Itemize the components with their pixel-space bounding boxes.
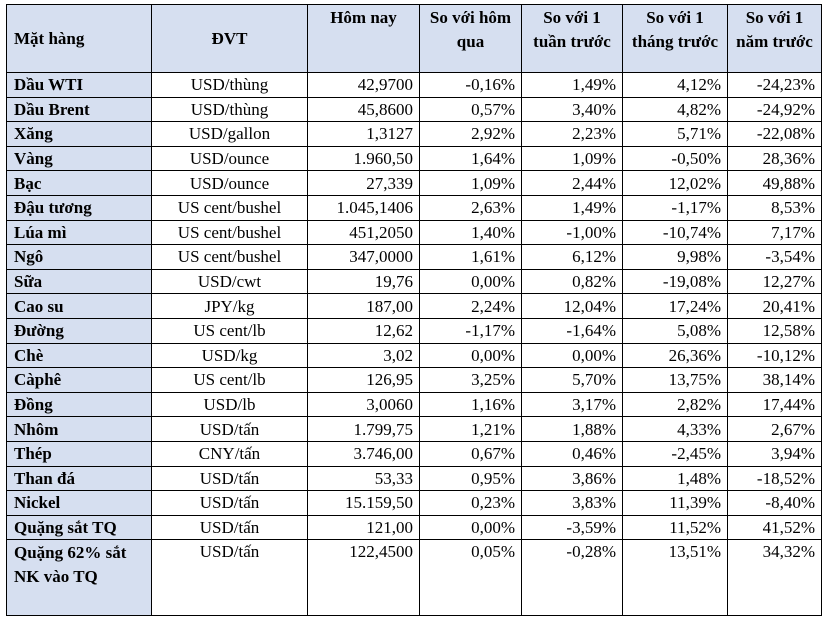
table-row [7,220,822,245]
unit-cell: USD/ounce [152,146,308,171]
commodity-name: Sữa [7,269,152,294]
change-year-cell: 17,44% [728,392,822,417]
change-week-cell: -3,59% [522,515,623,540]
change-year-cell: -3,54% [728,245,822,270]
commodity-name: Vàng [7,146,152,171]
change-year-cell: 12,58% [728,318,822,343]
change-month-cell: -19,08% [623,269,728,294]
change-month-cell: 17,24% [623,294,728,319]
unit-cell: USD/lb [152,392,308,417]
table-row [7,540,822,616]
price-today-cell: 451,2050 [308,220,420,245]
change-week-cell: -0,28% [522,540,623,616]
change-week-cell: 1,49% [522,195,623,220]
unit-cell: USD/thùng [152,73,308,98]
change-month-cell: 13,75% [623,368,728,393]
change-week-cell: 0,82% [522,269,623,294]
price-today-cell: 187,00 [308,294,420,319]
commodity-name: Quặng 62% sắt NK vào TQ [7,540,152,616]
change-year-cell: 2,67% [728,417,822,442]
unit-cell: US cent/bushel [152,220,308,245]
header-row [7,5,822,73]
change-year-cell: 8,53% [728,195,822,220]
change-month-cell: 4,12% [623,73,728,98]
unit-cell: USD/gallon [152,122,308,147]
change-week-cell: 2,44% [522,171,623,196]
price-today-cell: 126,95 [308,368,420,393]
change-week-cell: 3,17% [522,392,623,417]
change-day-cell: 2,24% [420,294,522,319]
commodity-name: Quặng sắt TQ [7,515,152,540]
unit-cell: USD/tấn [152,491,308,516]
change-day-cell: -1,17% [420,318,522,343]
price-today-cell: 1.799,75 [308,417,420,442]
change-day-cell: 2,92% [420,122,522,147]
table-row [7,368,822,393]
change-day-cell: 1,21% [420,417,522,442]
change-month-cell: 9,98% [623,245,728,270]
change-year-cell: 41,52% [728,515,822,540]
change-day-cell: 1,61% [420,245,522,270]
table-row [7,294,822,319]
change-month-cell: 12,02% [623,171,728,196]
change-week-cell: 2,23% [522,122,623,147]
price-today-cell: 3,0060 [308,392,420,417]
change-month-cell: -0,50% [623,146,728,171]
unit-cell: USD/thùng [152,97,308,122]
change-month-cell: 26,36% [623,343,728,368]
col-header-unit: ĐVT [152,5,308,73]
commodity-name: Nhôm [7,417,152,442]
table-row [7,318,822,343]
unit-cell: USD/tấn [152,540,308,616]
change-week-cell: 3,83% [522,491,623,516]
change-day-cell: 0,00% [420,515,522,540]
change-year-cell: -22,08% [728,122,822,147]
change-month-cell: 5,71% [623,122,728,147]
table-row [7,343,822,368]
change-day-cell: 1,09% [420,171,522,196]
commodity-name: Càphê [7,368,152,393]
table-row [7,73,822,98]
col-header-vs-yesterday: So với hôm qua [420,5,522,73]
unit-cell: CNY/tấn [152,441,308,466]
price-today-cell: 53,33 [308,466,420,491]
change-month-cell: 11,39% [623,491,728,516]
price-today-cell: 1.045,1406 [308,195,420,220]
unit-cell: USD/kg [152,343,308,368]
commodity-name: Lúa mì [7,220,152,245]
change-year-cell: 7,17% [728,220,822,245]
unit-cell: USD/tấn [152,466,308,491]
commodity-name: Dầu WTI [7,73,152,98]
change-day-cell: 0,57% [420,97,522,122]
table-row [7,515,822,540]
price-today-cell: 3,02 [308,343,420,368]
change-month-cell: 11,52% [623,515,728,540]
col-header-vs-week: So với 1 tuần trước [522,5,623,73]
change-day-cell: 1,40% [420,220,522,245]
commodity-name: Đậu tương [7,195,152,220]
commodity-name: Đường [7,318,152,343]
table-row [7,146,822,171]
price-today-cell: 42,9700 [308,73,420,98]
commodity-name: Nickel [7,491,152,516]
price-today-cell: 27,339 [308,171,420,196]
table-row [7,245,822,270]
price-today-cell: 15.159,50 [308,491,420,516]
commodity-name: Đồng [7,392,152,417]
commodity-name: Xăng [7,122,152,147]
change-year-cell: -8,40% [728,491,822,516]
change-week-cell: 0,46% [522,441,623,466]
unit-cell: USD/tấn [152,515,308,540]
change-month-cell: 5,08% [623,318,728,343]
commodity-name: Than đá [7,466,152,491]
price-today-cell: 19,76 [308,269,420,294]
commodity-name: Bạc [7,171,152,196]
change-year-cell: 38,14% [728,368,822,393]
change-month-cell: 2,82% [623,392,728,417]
change-day-cell: 0,00% [420,269,522,294]
table-row [7,392,822,417]
table-row [7,466,822,491]
change-day-cell: 1,64% [420,146,522,171]
table-row [7,97,822,122]
change-day-cell: 2,63% [420,195,522,220]
change-week-cell: 1,88% [522,417,623,442]
commodity-name: Cao su [7,294,152,319]
change-month-cell: -1,17% [623,195,728,220]
table-row [7,491,822,516]
change-day-cell: 3,25% [420,368,522,393]
change-week-cell: 0,00% [522,343,623,368]
unit-cell: US cent/lb [152,368,308,393]
table-row [7,417,822,442]
change-week-cell: 5,70% [522,368,623,393]
price-today-cell: 45,8600 [308,97,420,122]
unit-cell: USD/ounce [152,171,308,196]
price-today-cell: 122,4500 [308,540,420,616]
table-row [7,122,822,147]
change-month-cell: 1,48% [623,466,728,491]
change-month-cell: 4,33% [623,417,728,442]
price-today-cell: 1.960,50 [308,146,420,171]
col-header-vs-month: So với 1 tháng trước [623,5,728,73]
change-day-cell: -0,16% [420,73,522,98]
change-year-cell: -24,23% [728,73,822,98]
price-today-cell: 3.746,00 [308,441,420,466]
change-day-cell: 0,95% [420,466,522,491]
unit-cell: US cent/bushel [152,195,308,220]
unit-cell: US cent/lb [152,318,308,343]
change-month-cell: 13,51% [623,540,728,616]
change-day-cell: 0,00% [420,343,522,368]
change-day-cell: 1,16% [420,392,522,417]
commodity-name: Chè [7,343,152,368]
change-month-cell: -2,45% [623,441,728,466]
commodity-name: Dầu Brent [7,97,152,122]
commodity-name: Thép [7,441,152,466]
table-row [7,441,822,466]
change-week-cell: 1,49% [522,73,623,98]
change-week-cell: 3,40% [522,97,623,122]
change-year-cell: -24,92% [728,97,822,122]
change-day-cell: 0,67% [420,441,522,466]
change-year-cell: 49,88% [728,171,822,196]
change-week-cell: -1,64% [522,318,623,343]
table-row [7,171,822,196]
price-today-cell: 12,62 [308,318,420,343]
change-day-cell: 0,23% [420,491,522,516]
table-row [7,269,822,294]
change-year-cell: 28,36% [728,146,822,171]
change-week-cell: 3,86% [522,466,623,491]
change-month-cell: -10,74% [623,220,728,245]
change-week-cell: 1,09% [522,146,623,171]
table-row [7,195,822,220]
col-header-vs-year: So với 1 năm trước [728,5,822,73]
change-year-cell: -18,52% [728,466,822,491]
change-year-cell: 3,94% [728,441,822,466]
table-body [7,73,822,616]
price-today-cell: 1,3127 [308,122,420,147]
commodity-name: Ngô [7,245,152,270]
col-header-name: Mặt hàng [7,5,152,73]
change-year-cell: -10,12% [728,343,822,368]
change-week-cell: 12,04% [522,294,623,319]
price-today-cell: 121,00 [308,515,420,540]
unit-cell: USD/cwt [152,269,308,294]
unit-cell: US cent/bushel [152,245,308,270]
change-week-cell: -1,00% [522,220,623,245]
change-day-cell: 0,05% [420,540,522,616]
price-today-cell: 347,0000 [308,245,420,270]
change-week-cell: 6,12% [522,245,623,270]
unit-cell: JPY/kg [152,294,308,319]
change-year-cell: 12,27% [728,269,822,294]
unit-cell: USD/tấn [152,417,308,442]
change-month-cell: 4,82% [623,97,728,122]
change-year-cell: 20,41% [728,294,822,319]
commodity-price-table [6,4,822,616]
col-header-today: Hôm nay [308,5,420,73]
change-year-cell: 34,32% [728,540,822,616]
